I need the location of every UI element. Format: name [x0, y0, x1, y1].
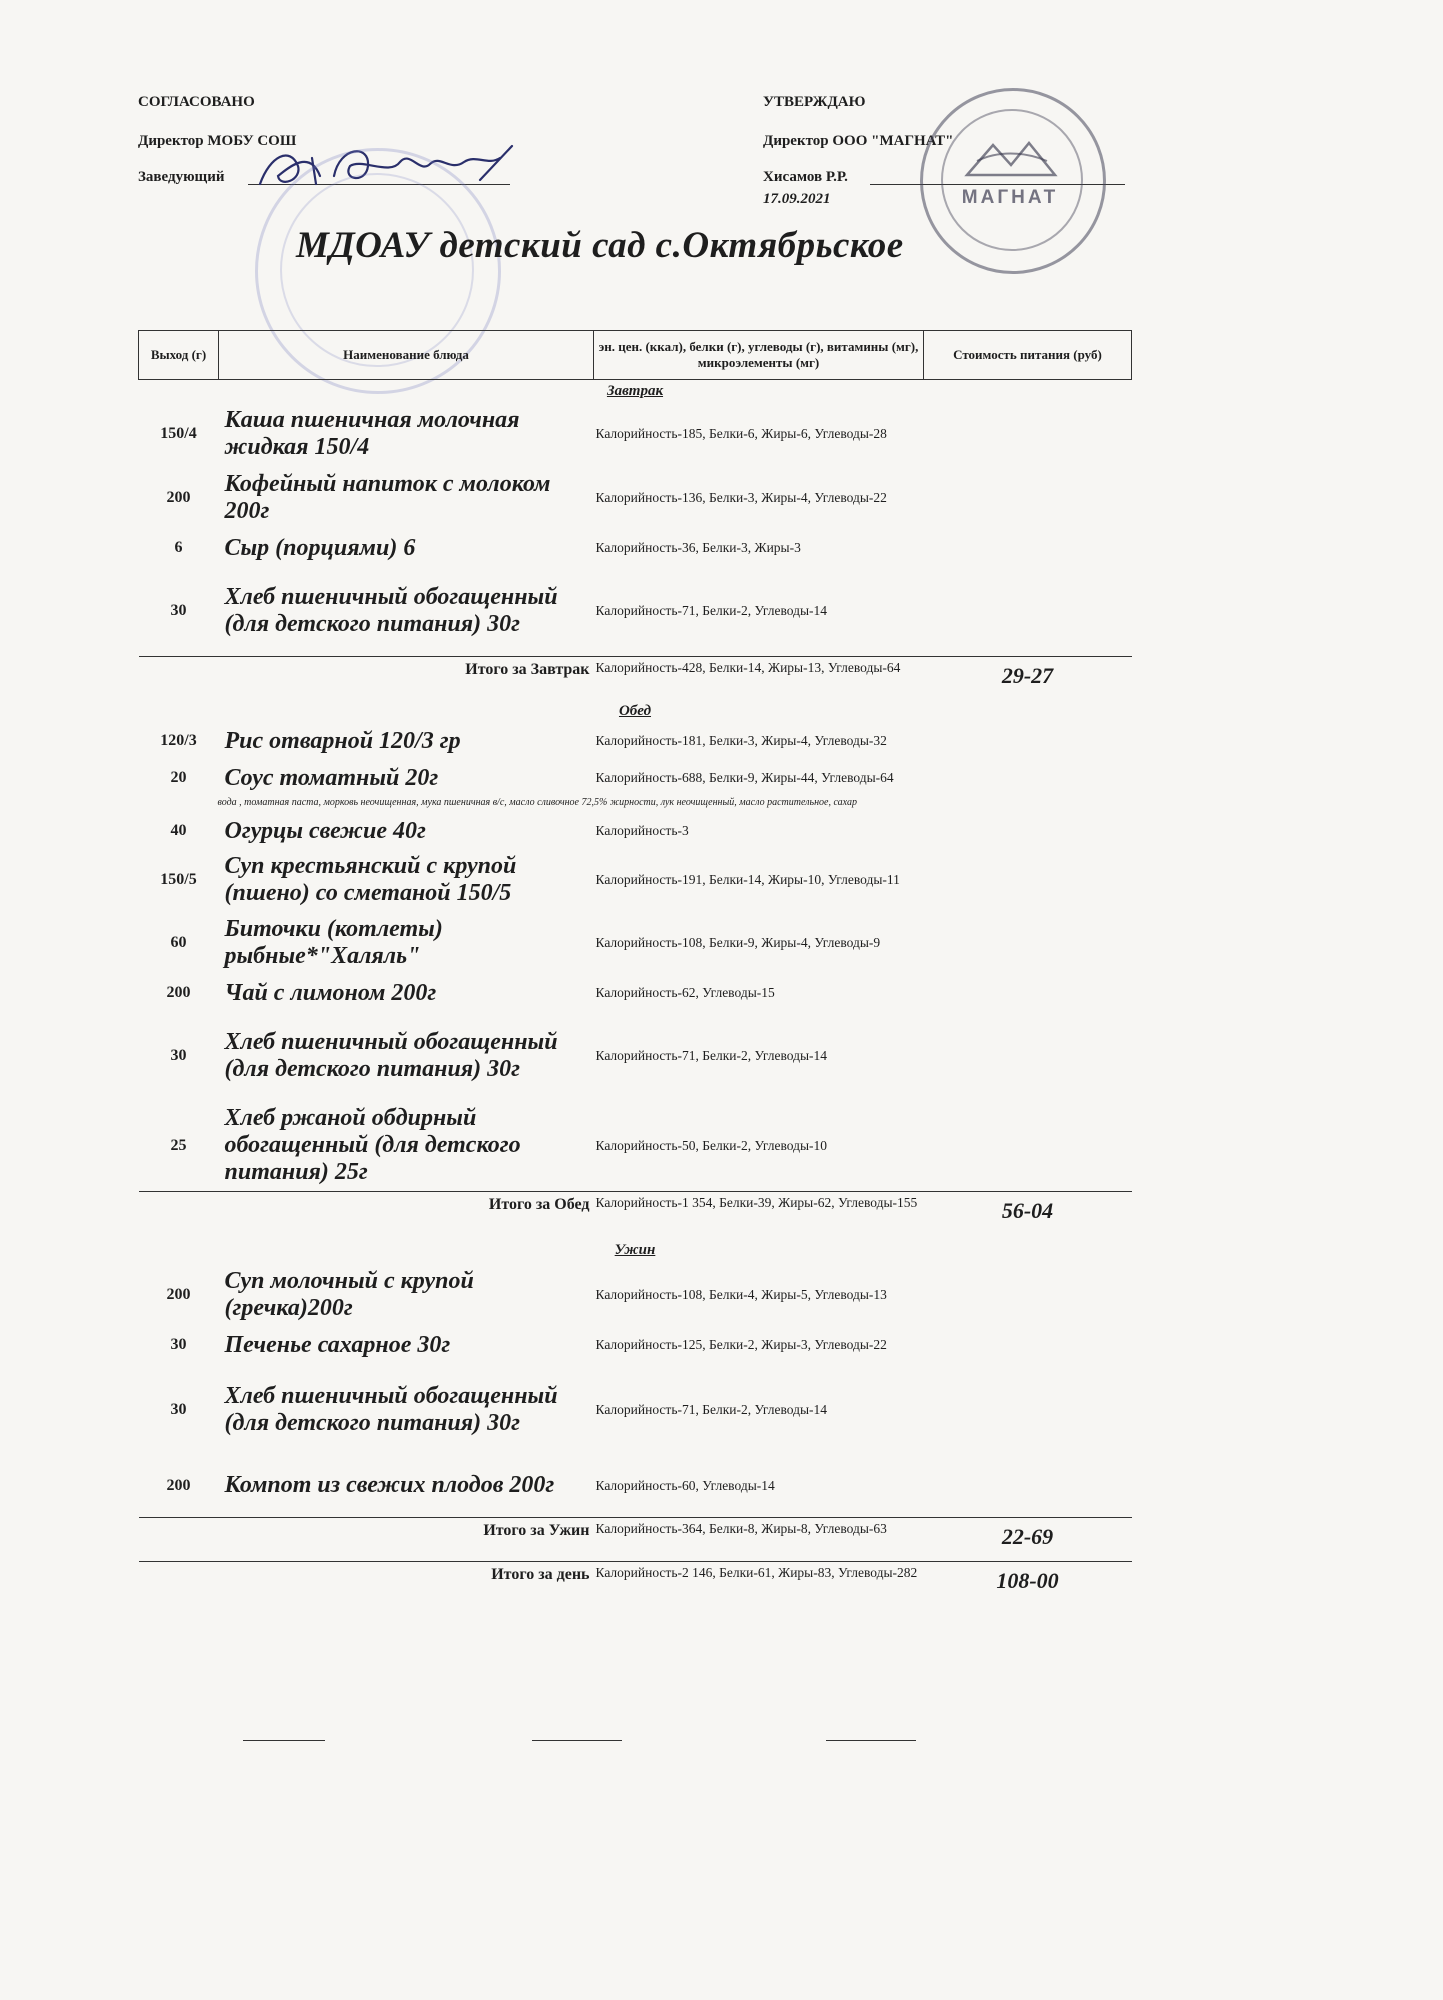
dish-name: Рис отварной 120/3 гр — [224, 727, 461, 754]
total-label: Итого за Ужин — [139, 1517, 594, 1561]
day-total-nutrition: Калорийность-2 146, Белки-61, Жиры-83, Углеводы-282 — [594, 1561, 924, 1605]
nutrition-cell: Калорийность-181, Белки-3, Жиры-4, Углеводы-32 — [595, 733, 887, 748]
page-title: МДОАУ детский сад с.Октябрьское — [296, 225, 904, 266]
total-label: Итого за Обед — [139, 1191, 594, 1235]
name-right-label: Хисамов Р.Р. — [763, 169, 848, 185]
section-title: Завтрак — [606, 382, 664, 399]
nutrition-cell: Калорийность-688, Белки-9, Жиры-44, Углеводы-64 — [595, 770, 894, 785]
nutrition-cell: Калорийность-71, Белки-2, Углеводы-14 — [595, 1048, 828, 1063]
total-nutrition: Калорийность-428, Белки-14, Жиры-13, Углеводы-64 — [594, 656, 924, 700]
nutrition-cell: Калорийность-108, Белки-9, Жиры-4, Углеводы-9 — [595, 935, 881, 950]
seal-emblem-icon — [963, 131, 1059, 191]
table-row — [139, 722, 1132, 760]
dish-name: Кофейный напиток с молоком 200г — [224, 471, 551, 524]
table-row — [139, 813, 1132, 849]
output-cell: 200 — [166, 984, 191, 1001]
table-row — [139, 849, 1132, 911]
section-breakfast — [139, 380, 1132, 701]
menu-table — [138, 330, 1132, 1605]
output-cell: 30 — [170, 1047, 187, 1064]
dish-name: Хлеб пшеничный обогащенный (для детского питания) 30г — [224, 1029, 558, 1082]
output-cell: 200 — [166, 1286, 191, 1303]
dish-name: Компот из свежих плодов 200г — [224, 1472, 555, 1499]
table-row — [139, 402, 1132, 466]
dish-name: Биточки (котлеты) рыбные*"Халяль" — [224, 916, 443, 969]
nutrition-cell: Калорийность-62, Углеводы-15 — [595, 985, 775, 1000]
total-cost: 56-04 — [924, 1191, 1132, 1235]
total-cost: 29-27 — [924, 656, 1132, 700]
total-nutrition: Калорийность-1 354, Белки-39, Жиры-62, Углеводы-155 — [594, 1191, 924, 1235]
nutrition-cell: Калорийность-71, Белки-2, Углеводы-14 — [595, 1402, 828, 1417]
dish-name: Хлеб ржаной обдирный обогащенный (для детского питания) 25г — [224, 1105, 521, 1186]
dish-name: Сыр (порциями) 6 — [224, 534, 416, 561]
output-cell: 150/5 — [160, 871, 197, 888]
nutrition-cell: Калорийность-71, Белки-2, Углеводы-14 — [595, 602, 828, 618]
section-title: Ужин — [614, 1241, 656, 1258]
dish-name: Суп молочный с крупой (гречка)200г — [224, 1268, 474, 1321]
table-row — [139, 1325, 1132, 1365]
table-header-row — [139, 331, 1132, 380]
dish-name: Хлеб пшеничный обогащенный (для детского питания) 30г — [224, 1383, 558, 1436]
day-total-cost: 108-00 — [924, 1561, 1132, 1605]
nutrition-cell: Калорийность-185, Белки-6, Жиры-6, Углеводы-28 — [595, 426, 887, 441]
output-cell: 20 — [170, 769, 187, 786]
output-cell: 200 — [166, 489, 191, 506]
total-label: Итого за Завтрак — [139, 656, 594, 700]
nutrition-cell: Калорийность-60, Углеводы-14 — [595, 1477, 775, 1493]
director-right-label: Директор ООО "МАГНАТ" — [763, 133, 954, 149]
section-title: Обед — [618, 702, 652, 719]
table-row — [139, 760, 1132, 796]
output-cell: 40 — [170, 822, 187, 839]
approved-right-label: УТВЕРЖДАЮ — [763, 94, 866, 110]
table-row — [139, 566, 1132, 656]
col-output-header: Выход (г) — [139, 331, 219, 380]
total-nutrition: Калорийность-364, Белки-8, Жиры-8, Углеводы-63 — [594, 1517, 924, 1561]
nutrition-cell: Калорийность-50, Белки-2, Углеводы-10 — [595, 1137, 828, 1153]
composition-row — [139, 796, 1132, 813]
signature-blank-3 — [826, 1740, 916, 1741]
col-name-header: Наименование блюда — [219, 331, 594, 380]
output-cell: 60 — [170, 934, 187, 951]
nutrition-cell: Калорийность-3 — [595, 823, 689, 838]
dish-name: Суп крестьянский с крупой (пшено) со сметаной 150/5 — [224, 853, 517, 906]
output-cell: 30 — [170, 601, 187, 619]
output-cell: 30 — [170, 1336, 187, 1353]
seal-name: МАГНАТ — [961, 187, 1059, 208]
table-row — [139, 1455, 1132, 1517]
company-seal — [920, 88, 1106, 274]
col-nutrition-header: эн. цен. (ккал), белки (г), углеводы (г), витамины (мг), микроэлементы (мг) — [594, 331, 924, 380]
output-cell: 6 — [174, 539, 183, 556]
table-row — [139, 975, 1132, 1011]
dish-name: Чай с лимоном 200г — [224, 979, 437, 1006]
sauce-composition: вода , томатная паста, морковь неочищенная, мука пшеничная в/с, масло сливочное 72,5% жирности, лук неочищенный, масло растительное, сахар — [217, 797, 857, 808]
nutrition-cell: Калорийность-191, Белки-14, Жиры-10, Углеводы-11 — [595, 872, 900, 887]
table-row — [139, 466, 1132, 530]
table-row — [139, 1265, 1132, 1325]
section-day-total — [139, 1561, 1132, 1605]
output-cell: 120/3 — [160, 732, 197, 749]
dish-name: Печенье сахарное 30г — [224, 1331, 451, 1358]
nutrition-cell: Калорийность-125, Белки-2, Жиры-3, Углеводы-22 — [595, 1337, 887, 1352]
signature-blank-2 — [532, 1740, 622, 1741]
output-cell: 30 — [170, 1401, 187, 1418]
output-cell: 150/4 — [160, 425, 197, 442]
section-total-row — [139, 1517, 1132, 1561]
total-cost: 22-69 — [924, 1517, 1132, 1561]
table-row — [139, 911, 1132, 975]
nutrition-cell: Калорийность-36, Белки-3, Жиры-3 — [595, 540, 801, 555]
section-dinner — [139, 1235, 1132, 1561]
table-row — [139, 530, 1132, 566]
col-cost-header: Стоимость питания (руб) — [924, 331, 1132, 380]
nutrition-cell: Калорийность-108, Белки-4, Жиры-5, Углеводы-13 — [595, 1287, 887, 1302]
output-cell: 200 — [166, 1476, 191, 1494]
signature-blank-1 — [243, 1740, 325, 1741]
day-total-row — [139, 1561, 1132, 1605]
approved-left-label: СОГЛАСОВАНО — [138, 94, 255, 110]
section-lunch — [139, 700, 1132, 1235]
dish-name: Огурцы свежие 40г — [224, 817, 426, 844]
dish-name: Каша пшеничная молочная жидкая 150/4 — [224, 407, 520, 460]
nutrition-cell: Калорийность-136, Белки-3, Жиры-4, Углеводы-22 — [595, 490, 887, 505]
output-cell: 25 — [170, 1136, 187, 1154]
dish-name: Соус томатный 20г — [224, 764, 439, 791]
head-left-label: Заведующий — [138, 169, 225, 185]
table-row — [139, 1011, 1132, 1101]
approval-date: 17.09.2021 — [763, 191, 831, 207]
dish-name: Хлеб пшеничный обогащенный (для детского питания) 30г — [224, 583, 558, 637]
day-total-label: Итого за день — [139, 1561, 594, 1605]
section-total-row — [139, 656, 1132, 700]
director-left-label: Директор МОБУ СОШ — [138, 133, 297, 149]
table-row — [139, 1365, 1132, 1455]
section-total-row — [139, 1191, 1132, 1235]
table-row — [139, 1101, 1132, 1191]
